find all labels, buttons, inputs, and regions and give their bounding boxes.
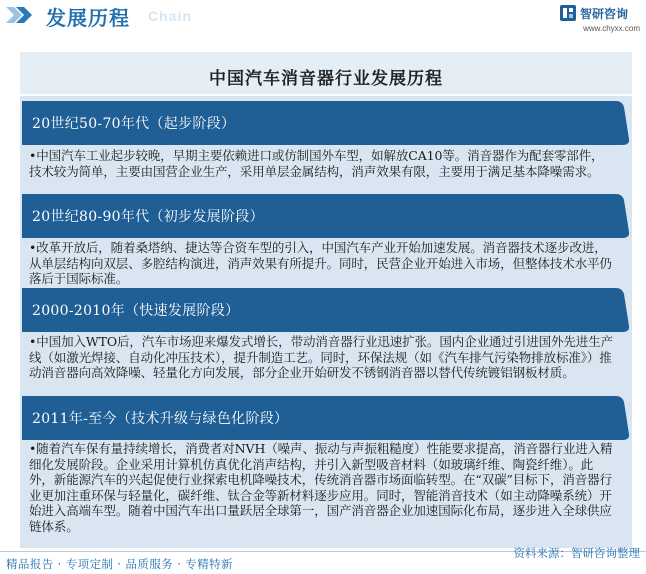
page-title: 中国汽车消音器行业发展历程 — [209, 69, 443, 89]
footer-slogan: 精品报告 · 专项定制 · 品质服务 · 专精特新 — [6, 557, 233, 571]
brand-url: www.chyxx.com — [583, 24, 640, 33]
brand-name: 智研咨询 — [580, 7, 629, 21]
header — [0, 0, 646, 40]
stage-label: 20世纪80-90年代（初步发展阶段） — [32, 209, 264, 225]
stage-header-2 — [22, 194, 634, 238]
footer-source: 资料来源：智研咨询整理 — [513, 546, 640, 560]
stage-text-4: •随着汽车保有量持续增长，消费者对NVH（噪声、振动与声振粗糙度）性能要求提高，消音器行业进入精细化发展阶段。企业采用计算机仿真优化消声结构，并引入新型吸音材料（如玻璃纤维、陶瓷纤维）。此外，新能源汽车的兴起促使行业探索电机降噪技术，传统消音器市场面临转型。在“双碳”目标下，消音器行业更加注重环保与轻量化，碳纤维、钛合金等新材料逐步应用。同时，智能消音技术（如主动降噪系统）开始进入高端车型。随着中国汽车出口量跃居全球第一，国产消音器企业加速国际化布局，逐步进入全球供应链体系。 — [29, 441, 613, 534]
brand — [560, 5, 640, 35]
stage-label: 2000-2010年（快速发展阶段） — [32, 303, 240, 319]
stage-label: 20世纪50-70年代（起步阶段） — [32, 116, 236, 132]
section-title: 发展历程 — [46, 6, 130, 30]
title-banner — [20, 52, 632, 94]
stage-text-3: •中国加入WTO后，汽车市场迎来爆发式增长，带动消音器行业迅速扩张。国内企业通过引进国外先进生产线（如激光焊接、自动化冲压技术），提升制造工艺。同时，环保法规（如《汽车排气污染物排放标准》）推动消音器向高效降噪、轻量化方向发展，部分企业开始研发不锈钢消音器以替代传统镀铝钢板材质。 — [29, 334, 614, 380]
stage-text-1: •中国汽车工业起步较晚，早期主要依赖进口或仿制国外车型，如解放CA10等。消音器作为配套零部件，技术较为简单，主要由国营企业生产，采用单层金属结构，消声效果有限，主要用于满足基本降噪需求。 — [29, 148, 604, 179]
stage-label: 2011年-至今（技术升级与绿色化阶段） — [32, 411, 289, 427]
header-watermark: Chain — [148, 8, 192, 24]
stage-text-2: •改革开放后，随着桑塔纳、捷达等合资车型的引入，中国汽车产业开始加速发展。消音器技术逐步改进，从单层结构向双层、多腔结构演进，消声效果有所提升。同时，民营企业开始进入市场，但整体技术水平仍落后于国际标准。 — [29, 240, 612, 286]
stage-header-1 — [22, 101, 634, 145]
stage-header-4 — [22, 396, 634, 440]
brand-logo-icon — [560, 5, 576, 21]
stage-header-3 — [22, 288, 634, 332]
double-chevron-icon — [6, 4, 34, 26]
